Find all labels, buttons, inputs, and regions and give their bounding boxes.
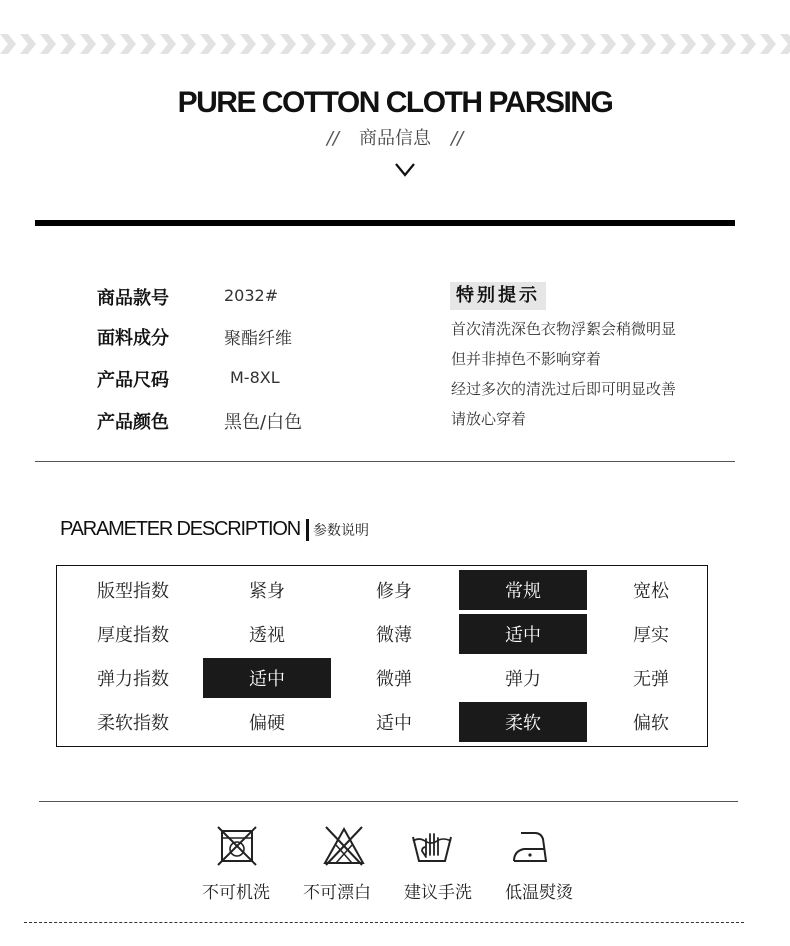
parameter-option: 厚实 xyxy=(633,625,669,646)
hand-wash-icon xyxy=(410,825,454,867)
chevron-strip-mark xyxy=(100,34,116,54)
parameter-row-label: 弹力指数 xyxy=(97,669,169,690)
parameter-heading xyxy=(60,518,369,541)
bottom-dashed-divider xyxy=(24,922,744,923)
chevron-strip-mark xyxy=(720,34,736,54)
chevron-strip-mark xyxy=(80,34,96,54)
parameter-option-selected: 适中 xyxy=(203,658,331,698)
chevron-strip-mark xyxy=(540,34,556,54)
low-temp-iron-icon xyxy=(508,825,552,867)
no-machine-wash-icon xyxy=(216,825,260,867)
chevron-strip-mark xyxy=(440,34,456,54)
notice-line: 经过多次的清洗过后即可明显改善 xyxy=(451,380,677,398)
chevron-strip-mark xyxy=(340,34,356,54)
parameter-option: 偏软 xyxy=(633,713,669,734)
chevron-strip-mark xyxy=(360,34,376,54)
chevron-strip-mark xyxy=(20,34,36,54)
chevron-down-icon xyxy=(394,162,416,178)
parameter-title-cn: 参数说明 xyxy=(313,522,370,539)
parameter-option: 微薄 xyxy=(376,625,412,646)
chevron-strip-mark xyxy=(740,34,756,54)
parameter-option: 紧身 xyxy=(249,581,285,602)
info-value-style-no: 2032# xyxy=(224,286,279,305)
parameter-option-selected: 适中 xyxy=(459,614,587,654)
chevron-strip-mark xyxy=(60,34,76,54)
chevron-strip-mark xyxy=(680,34,696,54)
notice-line: 请放心穿着 xyxy=(451,410,527,428)
chevron-strip-mark xyxy=(600,34,616,54)
info-value-color: 黑色/白色 xyxy=(224,412,303,433)
chevron-strip-mark xyxy=(40,34,56,54)
chevron-strip-mark xyxy=(580,34,596,54)
chevron-strip-mark xyxy=(300,34,316,54)
parameter-option: 适中 xyxy=(376,713,412,734)
parameter-option: 偏硬 xyxy=(249,713,285,734)
parameter-option: 微弹 xyxy=(376,669,412,690)
chevron-strip-mark xyxy=(500,34,516,54)
notice-line: 但并非掉色不影响穿着 xyxy=(451,350,602,368)
care-label: 不可机洗 xyxy=(202,883,270,903)
parameter-option: 弹力 xyxy=(505,669,541,690)
info-label-fabric: 面料成分 xyxy=(97,328,169,349)
care-label: 建议手洗 xyxy=(404,883,472,903)
chevron-strip-mark xyxy=(0,34,16,54)
chevron-strip-mark xyxy=(640,34,656,54)
chevron-strip-mark xyxy=(560,34,576,54)
chevron-strip-mark xyxy=(280,34,296,54)
page-title: PURE COTTON CLOTH PARSING xyxy=(177,86,613,119)
parameter-option: 宽松 xyxy=(633,581,669,602)
chevron-strip-mark xyxy=(400,34,416,54)
parameter-row-label: 厚度指数 xyxy=(97,625,169,646)
no-bleach-icon xyxy=(322,825,366,867)
chevron-strip-mark xyxy=(480,34,496,54)
chevron-strip-mark xyxy=(700,34,716,54)
chevron-strip-mark xyxy=(620,34,636,54)
parameter-option: 无弹 xyxy=(633,669,669,690)
parameter-row-label: 版型指数 xyxy=(97,581,169,602)
parameter-title-en: PARAMETER DESCRIPTION xyxy=(60,518,301,540)
chevron-strip-mark xyxy=(140,34,156,54)
chevron-strip-mark xyxy=(120,34,136,54)
chevron-strip-mark xyxy=(660,34,676,54)
chevron-strip-mark xyxy=(200,34,216,54)
chevron-strip-mark xyxy=(220,34,236,54)
info-label-color: 产品颜色 xyxy=(97,412,169,433)
notice-title: 特别提示 xyxy=(450,282,546,310)
parameter-option-selected: 柔软 xyxy=(459,702,587,742)
info-label-style-no: 商品款号 xyxy=(97,288,169,309)
subtitle-slash-right: // xyxy=(451,128,464,149)
chevron-strip-mark xyxy=(520,34,536,54)
parameter-row-label: 柔软指数 xyxy=(97,713,169,734)
chevron-strip-mark xyxy=(420,34,436,54)
info-value-fabric: 聚酯纤维 xyxy=(224,329,292,349)
notice-line: 首次清洗深色衣物浮絮会稍微明显 xyxy=(451,320,677,338)
parameter-title-bar xyxy=(306,519,309,541)
care-label: 不可漂白 xyxy=(303,883,371,903)
chevron-strip-mark xyxy=(260,34,276,54)
parameter-option: 修身 xyxy=(376,581,412,602)
chevron-strip-mark xyxy=(760,34,776,54)
chevron-strip-decoration xyxy=(0,32,790,56)
info-label-size: 产品尺码 xyxy=(97,370,169,391)
chevron-strip-mark xyxy=(240,34,256,54)
chevron-strip-mark xyxy=(160,34,176,54)
section-divider-thick xyxy=(35,220,735,226)
chevron-strip-mark xyxy=(180,34,196,54)
parameter-option-selected: 常规 xyxy=(459,570,587,610)
chevron-strip-mark xyxy=(320,34,336,54)
chevron-strip-mark xyxy=(380,34,396,54)
parameter-option: 透视 xyxy=(249,625,285,646)
section-divider xyxy=(35,461,735,462)
subtitle-slash-left: // xyxy=(326,128,339,149)
info-value-size: M-8XL xyxy=(230,368,280,387)
subtitle-text: 商品信息 xyxy=(359,128,431,149)
parameter-table xyxy=(56,565,708,747)
chevron-strip-mark xyxy=(780,34,790,54)
chevron-strip-mark xyxy=(460,34,476,54)
section-divider xyxy=(39,801,738,802)
page-subtitle xyxy=(0,124,790,150)
care-label: 低温熨烫 xyxy=(505,883,573,903)
